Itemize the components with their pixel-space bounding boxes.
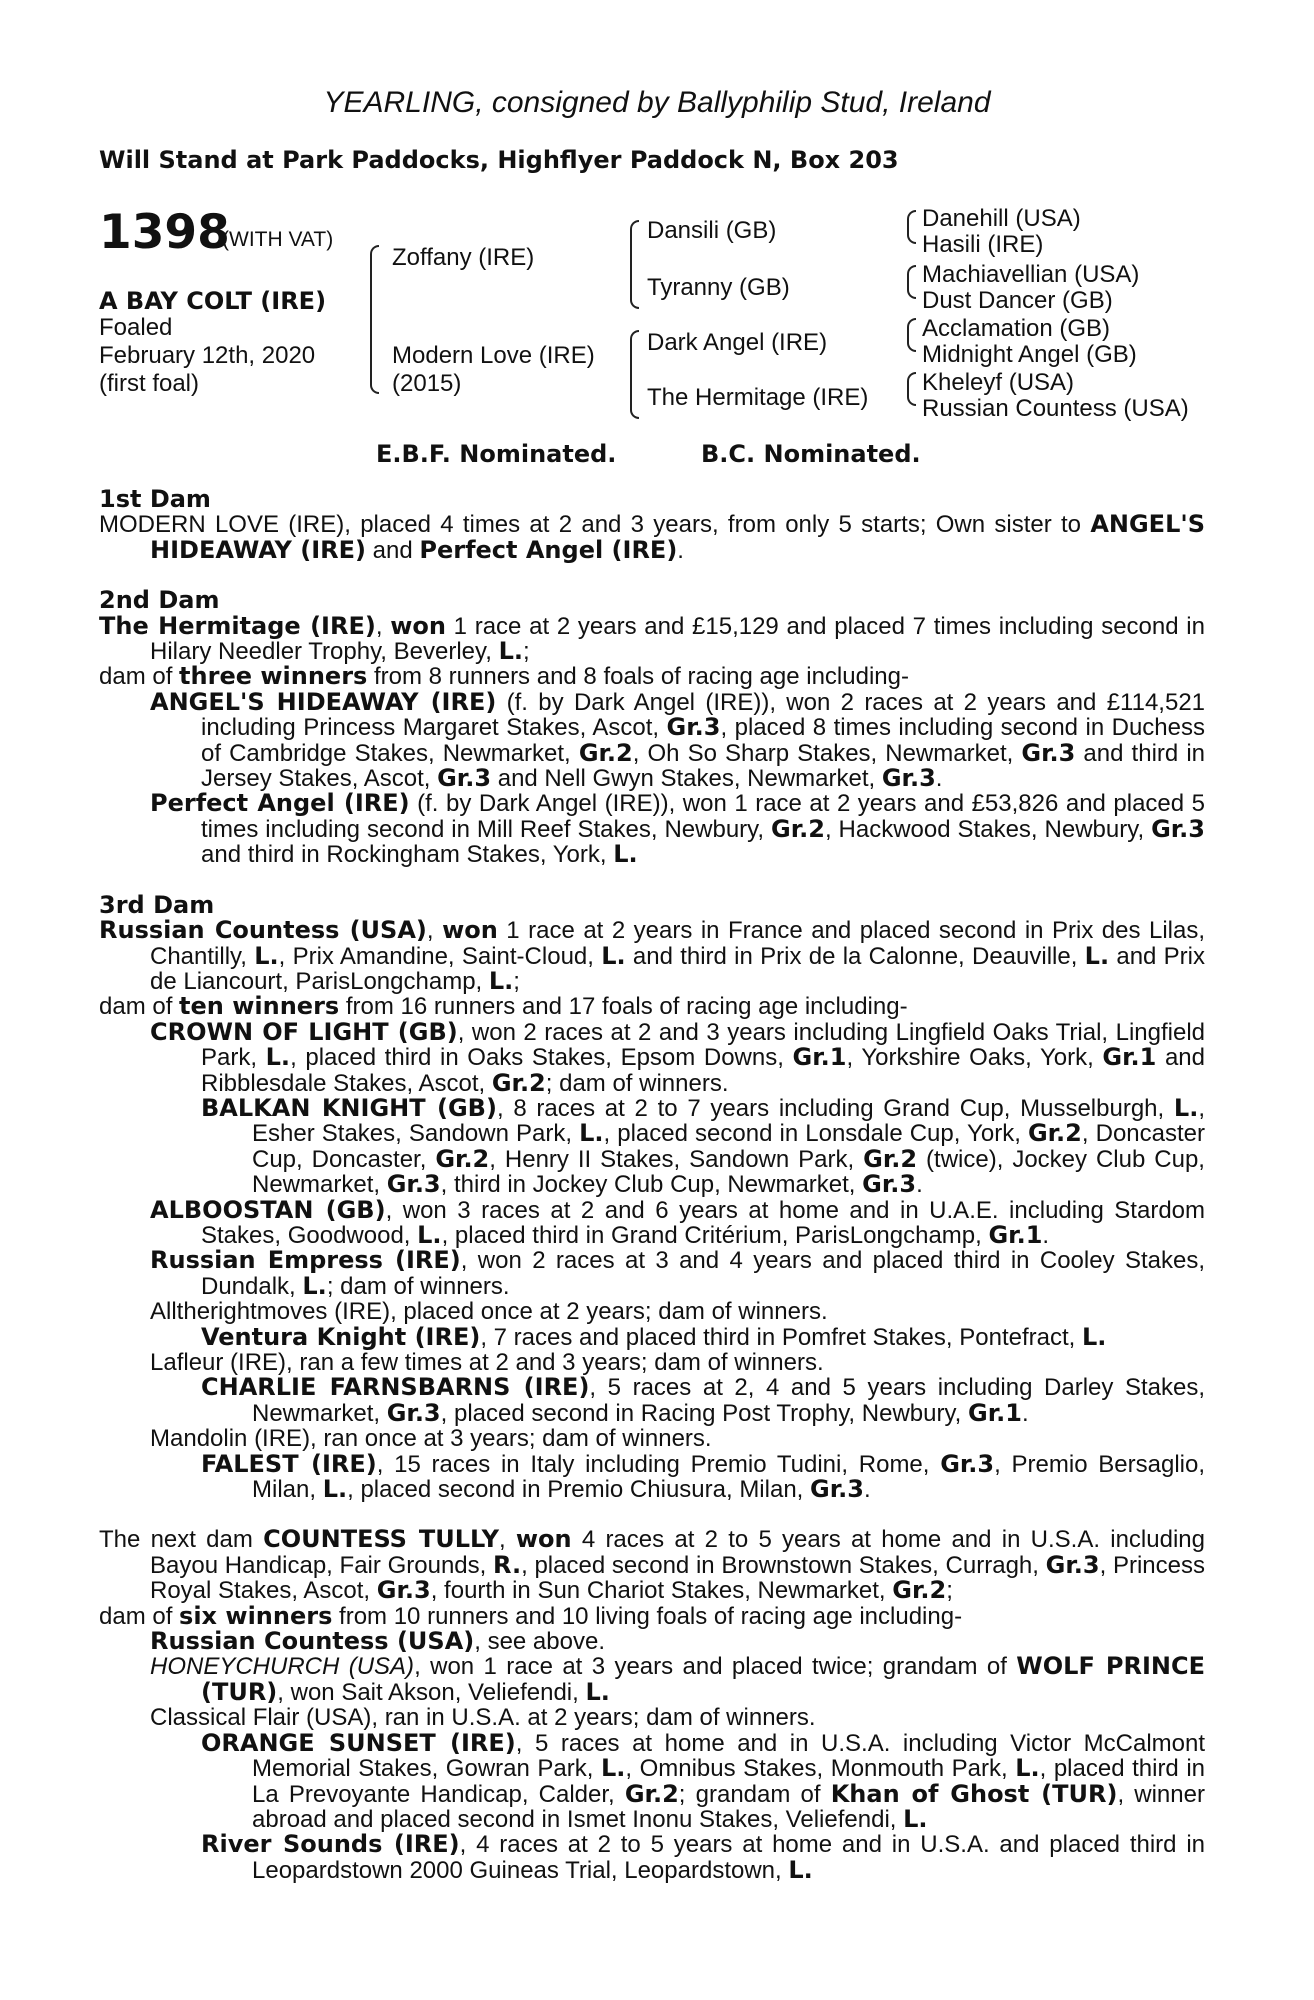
text-run: , Premio Bersaglio, Milan, bbox=[252, 1450, 1205, 1504]
pedigree-entry bbox=[99, 1322, 1205, 1351]
text-run: ; dam of winners. bbox=[326, 1272, 510, 1300]
pedigree-dam-year: (2015) bbox=[392, 370, 462, 397]
text-run: , placed second in Lonsdale Cup, York, bbox=[603, 1120, 1028, 1148]
bold-run: Gr.3 bbox=[386, 1170, 441, 1199]
lot-vat: (WITH VAT) bbox=[222, 228, 334, 251]
text-run: and Nell Gwyn Stakes, Newmarket, bbox=[491, 765, 882, 793]
text-run: , placed third in Oaks Stakes, Epsom Downs, bbox=[290, 1044, 793, 1072]
bold-run: L. bbox=[600, 1754, 626, 1783]
bold-run: Gr.3 bbox=[386, 1398, 441, 1427]
bold-run: ten winners bbox=[179, 992, 340, 1021]
bold-run: L. bbox=[903, 1804, 928, 1833]
text-run: 1 race at 2 years and £15,129 and placed 7 times including second in Hilary Needler Trophy, Beverley, bbox=[150, 612, 1205, 666]
bold-run: CHARLIE FARNSBARNS (IRE) bbox=[201, 1373, 590, 1402]
text-run: , Princess Royal Stakes, Ascot, bbox=[150, 1551, 1205, 1605]
text-run: , Yorkshire Oaks, York, bbox=[846, 1044, 1103, 1072]
bold-run: CROWN OF LIGHT (GB) bbox=[150, 1017, 458, 1046]
text-run: , won 2 races at 3 and 4 years and placed third in Cooley Stakes, Dundalk, bbox=[201, 1247, 1205, 1300]
pedigree-dam-dam: The Hermitage (IRE) bbox=[647, 384, 869, 411]
pedigree-entry bbox=[99, 994, 1205, 1019]
pedigree-sire-dam: Tyranny (GB) bbox=[647, 274, 790, 301]
pedigree-gen3-2: Hasili (IRE) bbox=[922, 231, 1044, 258]
bold-run: Gr.3 bbox=[1151, 814, 1205, 843]
bold-run: ANGEL'S HIDEAWAY (IRE) bbox=[150, 510, 1205, 564]
text-run: , placed second in Racing Post Trophy, Newbury, bbox=[440, 1399, 969, 1427]
text-run: , Prix Amandine, Saint-Cloud, bbox=[278, 942, 602, 970]
text-run: , 15 races in Italy including Premio Tudini, Rome, bbox=[376, 1450, 941, 1478]
bold-run: L. bbox=[788, 1855, 813, 1884]
bold-run: Gr.2 bbox=[1027, 1119, 1082, 1148]
text-run: Lafleur (IRE), ran a few times at 2 and 3 years; dam of winners. bbox=[150, 1349, 824, 1376]
bold-run: Gr.1 bbox=[968, 1398, 1022, 1427]
text-run: , won 3 races at 2 and 6 years at home and in U.A.E. including Stardom Stakes, Goodwood, bbox=[201, 1196, 1206, 1249]
text-run: , Hackwood Stakes, Newbury, bbox=[824, 815, 1152, 843]
bold-run: Gr.3 bbox=[940, 1449, 995, 1478]
bold-run: L. bbox=[254, 941, 279, 970]
bold-run: L. bbox=[601, 941, 626, 970]
bold-run: L. bbox=[417, 1220, 442, 1249]
text-run: ; bbox=[513, 967, 520, 995]
text-run: , winner abroad and placed second in Ismet Inonu Stakes, Veliefendi, bbox=[252, 1780, 1205, 1833]
pedigree-entry bbox=[99, 1017, 1206, 1097]
bold-run: River Sounds (IRE) bbox=[201, 1830, 460, 1859]
bold-run: Gr.3 bbox=[1021, 738, 1076, 767]
text-run: , 8 races at 2 to 7 years including Grand Cup, Musselburgh, bbox=[496, 1094, 1174, 1122]
pedigree-dam: Modern Love (IRE) bbox=[392, 342, 595, 369]
text-run: from 10 runners and 10 living foals of racing age including- bbox=[332, 1602, 963, 1630]
pedigree-gen3-6: Midnight Angel (GB) bbox=[922, 341, 1137, 368]
bold-run: six winners bbox=[179, 1601, 333, 1630]
pedigree-gen3-1: Danehill (USA) bbox=[922, 205, 1081, 232]
text-run: ; bbox=[946, 1577, 953, 1605]
pedigree-entry bbox=[99, 512, 1205, 563]
text-run: and third in Prix de la Calonne, Deauville, bbox=[625, 942, 1085, 970]
pedigree-brace-g3 bbox=[907, 318, 916, 352]
section-gap bbox=[99, 563, 1205, 588]
text-run: , won 1 race at 3 years and placed twice; grandam of bbox=[414, 1653, 1017, 1681]
pedigree-body bbox=[99, 487, 1205, 1883]
bold-run: ANGEL'S HIDEAWAY (IRE) bbox=[150, 687, 497, 716]
text-run: , Esher Stakes, Sandown Park, bbox=[252, 1094, 1205, 1148]
bold-run: Gr.3 bbox=[810, 1475, 864, 1504]
bold-run: Gr.3 bbox=[862, 1170, 917, 1199]
text-run: , Oh So Sharp Stakes, Newmarket, bbox=[632, 739, 1022, 767]
bold-run: Russian Empress (IRE) bbox=[150, 1246, 461, 1275]
pedigree-entry bbox=[99, 1350, 1205, 1375]
pedigree-gen3-5: Acclamation (GB) bbox=[922, 315, 1111, 342]
ebf-nominated: E.B.F. Nominated. bbox=[376, 440, 617, 468]
bold-run: three winners bbox=[179, 662, 368, 691]
pedigree-dam-sire: Dark Angel (IRE) bbox=[647, 329, 828, 356]
pedigree-gen3-7: Kheleyf (USA) bbox=[922, 369, 1075, 396]
bold-run: Gr.2 bbox=[892, 1576, 947, 1605]
bold-run: Gr.3 bbox=[1045, 1550, 1100, 1579]
bold-run: Ventura Knight (IRE) bbox=[201, 1322, 481, 1351]
bold-run: L. bbox=[1081, 1322, 1107, 1351]
text-run: 4 races at 2 to 5 years at home and in U.S.A. including Bayou Handicap, Fair Grounds, bbox=[150, 1526, 1205, 1579]
pedigree-sire-sire: Dansili (GB) bbox=[647, 217, 777, 244]
text-run: , fourth in Sun Chariot Stakes, Newmarket, bbox=[430, 1577, 893, 1605]
text-run: ; dam of winners. bbox=[545, 1069, 729, 1097]
lot-title: A BAY COLT (IRE) bbox=[99, 287, 327, 315]
pedigree-entry bbox=[99, 791, 1205, 867]
bold-run: WOLF PRINCE (TUR) bbox=[201, 1652, 1206, 1706]
section-heading: 1st Dam bbox=[99, 485, 211, 513]
bold-run: R. bbox=[493, 1550, 522, 1579]
bold-run: L. bbox=[265, 1043, 291, 1072]
section-heading: 2nd Dam bbox=[99, 586, 220, 615]
bold-run: L. bbox=[1015, 1754, 1040, 1783]
pedigree-entry bbox=[99, 1426, 1205, 1451]
bold-run: L. bbox=[613, 840, 638, 869]
text-run: , placed third in Grand Critérium, ParisLongchamp, bbox=[441, 1221, 989, 1249]
lot-number: 1398 bbox=[99, 205, 230, 260]
consignment-header: YEARLING, consigned by Ballyphilip Stud, Ireland bbox=[323, 86, 991, 119]
text-run: , placed 8 times including second in Duchess of Cambridge Stakes, Newmarket, bbox=[201, 714, 1206, 767]
text-run: and Ribblesdale Stakes, Ascot, bbox=[201, 1044, 1206, 1097]
bold-run: Perfect Angel (IRE) bbox=[419, 535, 678, 564]
bold-run: L. bbox=[579, 1119, 604, 1148]
pedigree-entry bbox=[99, 1375, 1205, 1426]
pedigree-gen3-8: Russian Countess (USA) bbox=[922, 395, 1189, 422]
text-run: and Prix de Liancourt, ParisLongchamp, bbox=[150, 942, 1205, 995]
text-run: , Omnibus Stakes, Monmouth Park, bbox=[625, 1755, 1016, 1783]
text-run: , 5 races at 2, 4 and 5 years including Darley Stakes, Newmarket, bbox=[252, 1374, 1205, 1427]
section-gap bbox=[99, 868, 1205, 893]
pedigree-entry bbox=[99, 918, 1205, 994]
text-run: , placed second in Premio Chiusura, Milan, bbox=[347, 1476, 810, 1504]
pedigree-gen3-3: Machiavellian (USA) bbox=[922, 261, 1140, 288]
text-run: ; bbox=[523, 638, 530, 666]
bc-nominated: B.C. Nominated. bbox=[701, 440, 921, 468]
text-run: The next dam bbox=[99, 1526, 264, 1554]
bold-run: won bbox=[390, 611, 446, 640]
bold-run: Perfect Angel (IRE) bbox=[150, 789, 410, 818]
stand-location: Will Stand at Park Paddocks, Highflyer Paddock N, Box 203 bbox=[99, 146, 899, 174]
pedigree-brace-g1 bbox=[907, 210, 916, 244]
pedigree-entry bbox=[99, 1299, 1205, 1324]
text-run: dam of bbox=[99, 663, 180, 691]
text-run: , 5 races at home and in U.S.A. including Victor McCalmont Memorial Stakes, Gowran Park, bbox=[252, 1729, 1206, 1783]
pedigree-entry bbox=[99, 1601, 1205, 1630]
bold-run: Russian Countess (USA) bbox=[99, 916, 427, 945]
text-run: (f. by Dark Angel (IRE)), won 2 races at 2 years and £114,521 including Princess Margaret Stakes, Ascot, bbox=[201, 688, 1206, 742]
bold-run: won bbox=[442, 916, 498, 945]
bold-run: Gr.2 bbox=[771, 814, 825, 843]
section-heading: 3rd Dam bbox=[99, 890, 215, 919]
pedigree-entry bbox=[99, 1705, 1205, 1730]
bold-run: ALBOOSTAN (GB) bbox=[150, 1195, 386, 1224]
bold-run: Gr.3 bbox=[437, 764, 492, 793]
bold-run: FALEST (IRE) bbox=[201, 1449, 377, 1478]
text-run: and third in Jersey Stakes, Ascot, bbox=[201, 739, 1206, 793]
text-run: . bbox=[935, 765, 943, 793]
foaled-date: February 12th, 2020 bbox=[99, 342, 316, 369]
text-run: (twice), Jockey Club Cup, Newmarket, bbox=[252, 1145, 1205, 1199]
section-gap bbox=[99, 1502, 1205, 1527]
text-run: , Doncaster Cup, Doncaster, bbox=[252, 1120, 1205, 1173]
text-run: , won 2 races at 2 and 3 years including Lingfield Oaks Trial, Lingfield Park, bbox=[201, 1018, 1205, 1072]
pedigree-brace-g4 bbox=[907, 372, 916, 406]
text-run: . bbox=[1042, 1221, 1050, 1249]
text-run: Alltherightmoves (IRE), placed once at 2 years; dam of winners. bbox=[150, 1298, 828, 1326]
bold-run: L. bbox=[302, 1271, 327, 1300]
text-run: . bbox=[677, 536, 684, 564]
pedigree-entry bbox=[99, 664, 1205, 689]
text-run: (f. by Dark Angel (IRE)), won 1 race at 2 years and £53,826 and placed 5 times including second in Mill Reef Stakes, Newbury, bbox=[201, 790, 1205, 843]
text-run: , bbox=[375, 612, 391, 640]
pedigree-brace-sire bbox=[630, 220, 639, 309]
pedigree-brace-main bbox=[370, 245, 379, 394]
bold-run: L. bbox=[585, 1677, 610, 1706]
bold-run: Gr.2 bbox=[578, 738, 633, 767]
pedigree-entry bbox=[99, 1654, 1205, 1705]
bold-run: ORANGE SUNSET (IRE) bbox=[201, 1728, 516, 1757]
pedigree-brace-g2 bbox=[907, 265, 916, 299]
bold-run: Gr.2 bbox=[491, 1068, 546, 1097]
text-run: from 16 runners and 17 foals of racing age including- bbox=[339, 993, 908, 1021]
text-run: MODERN LOVE (IRE), placed 4 times at 2 and 3 years, from only 5 starts; Own sister to bbox=[99, 511, 1091, 539]
bold-run: BALKAN KNIGHT (GB) bbox=[201, 1093, 497, 1122]
pedigree-entry bbox=[99, 1832, 1205, 1883]
bold-run: L. bbox=[488, 966, 514, 995]
pedigree-gen3-4: Dust Dancer (GB) bbox=[922, 287, 1113, 314]
bold-run: The Hermitage (IRE) bbox=[99, 611, 376, 640]
text-run: and third in Rockingham Stakes, York, bbox=[201, 841, 614, 869]
text-run: . bbox=[916, 1171, 923, 1199]
text-run: , won Sait Akson, Veliefendi, bbox=[277, 1678, 586, 1706]
text-run: , Henry II Stakes, Sandown Park, bbox=[489, 1145, 864, 1173]
pedigree-sire: Zoffany (IRE) bbox=[392, 244, 535, 271]
bold-run: Gr.1 bbox=[792, 1043, 847, 1072]
bold-run: L. bbox=[498, 637, 523, 666]
bold-run: Gr.2 bbox=[435, 1144, 490, 1173]
pedigree-entry bbox=[99, 1629, 1205, 1654]
bold-run: Khan of Ghost (TUR) bbox=[830, 1779, 1118, 1808]
text-run: 1 race at 2 years in France and placed second in Prix des Lilas, Chantilly, bbox=[150, 917, 1206, 970]
pedigree-entry bbox=[99, 1093, 1205, 1199]
pedigree-entry bbox=[99, 611, 1205, 666]
text-run: . bbox=[863, 1476, 871, 1504]
text-run: , 4 races at 2 to 5 years at home and in U.S.A. and placed third in Leopardstown 2000 Guineas Trial, Leopardstown, bbox=[252, 1831, 1206, 1884]
pedigree-brace-dam bbox=[630, 330, 639, 419]
text-run: , placed third in La Prevoyante Handicap, Calder, bbox=[252, 1755, 1205, 1808]
pedigree-entry bbox=[99, 1527, 1205, 1603]
bold-run: L. bbox=[322, 1475, 348, 1504]
bold-run: L. bbox=[1084, 941, 1110, 970]
pedigree-entry bbox=[99, 1195, 1206, 1249]
text-run: from 8 runners and 8 foals of racing age including- bbox=[367, 663, 909, 691]
bold-run: Gr.3 bbox=[666, 713, 721, 742]
bold-run: Gr.3 bbox=[376, 1576, 431, 1605]
text-run: Mandolin (IRE), ran once at 3 years; dam of winners. bbox=[150, 1425, 712, 1453]
text-run: , bbox=[426, 917, 443, 945]
text-run: , third in Jockey Club Cup, Newmarket, bbox=[440, 1171, 863, 1199]
pedigree-entry bbox=[99, 1248, 1205, 1299]
bold-run: COUNTESS TULLY bbox=[263, 1525, 499, 1554]
text-run: Classical Flair (USA), ran in U.S.A. at 2 years; dam of winners. bbox=[150, 1704, 816, 1732]
text-run: and bbox=[365, 536, 420, 564]
pedigree-entry bbox=[99, 1728, 1206, 1833]
bold-run: Gr.1 bbox=[988, 1220, 1043, 1249]
first-foal-note: (first foal) bbox=[99, 370, 200, 397]
bold-run: Gr.3 bbox=[881, 764, 936, 793]
bold-run: Gr.2 bbox=[863, 1144, 918, 1173]
bold-run: L. bbox=[1173, 1093, 1199, 1122]
text-run: , bbox=[498, 1526, 516, 1554]
text-run: . bbox=[1021, 1399, 1029, 1427]
text-run: , 7 races and placed third in Pomfret Stakes, Pontefract, bbox=[480, 1323, 1082, 1351]
pedigree-entry bbox=[99, 687, 1206, 793]
bold-run: won bbox=[515, 1525, 572, 1554]
text-run: ; grandam of bbox=[678, 1780, 831, 1808]
bold-run: Gr.1 bbox=[1102, 1043, 1157, 1072]
text-run: dam of bbox=[99, 993, 180, 1021]
bold-run: Russian Countess (USA) bbox=[150, 1627, 475, 1656]
text-run: HONEYCHURCH (USA) bbox=[150, 1653, 415, 1681]
bold-run: Gr.2 bbox=[624, 1779, 679, 1808]
foaled-label: Foaled bbox=[99, 314, 173, 341]
text-run: , see above. bbox=[474, 1628, 605, 1656]
pedigree-entry bbox=[99, 1449, 1205, 1504]
text-run: dam of bbox=[99, 1602, 180, 1630]
text-run: , placed second in Brownstown Stakes, Curragh, bbox=[521, 1551, 1046, 1579]
